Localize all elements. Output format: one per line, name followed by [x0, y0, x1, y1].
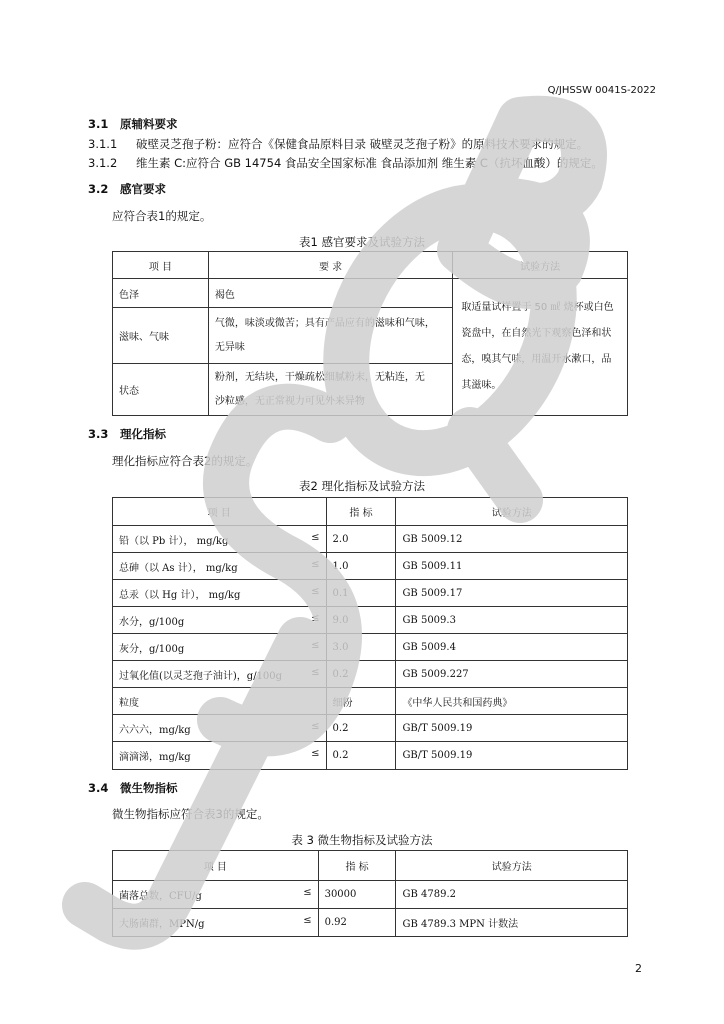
table1-method [453, 279, 628, 416]
table-row-item [113, 688, 327, 715]
le-symbol: ≤ [303, 887, 312, 898]
table-row-method: GB 5009.11 [396, 553, 628, 580]
table-row-item [113, 742, 327, 770]
section-3-4-heading [88, 780, 178, 796]
table1-header-requirement: 要 求 [208, 252, 452, 279]
section-number: 3.4 [88, 781, 109, 795]
table1-item: 色泽 [113, 279, 209, 308]
clause-number: 3.1.1 [88, 137, 118, 151]
le-symbol: ≤ [311, 585, 320, 597]
table-row-item [113, 607, 327, 634]
table1-caption: 表1 感官要求及试验方法 [299, 235, 425, 249]
section-number: 3.2 [88, 182, 109, 196]
requirement-line: 气微，味淡或微苦；具有产品应有的滋味和气味， [214, 317, 435, 329]
table-row-item [113, 909, 319, 937]
section-3-4-paragraph: 微生物指标应符合表3的规定。 [112, 807, 269, 821]
table3-header-method: 试验方法 [396, 851, 628, 881]
table-row-value: 细粉 [326, 688, 396, 715]
le-symbol: ≤ [311, 531, 320, 543]
table-row-method: GB/T 5009.19 [396, 715, 628, 742]
table2-header-item: 项 目 [113, 498, 327, 526]
clause-3-1-1 [88, 136, 588, 152]
table1-requirement [208, 364, 452, 416]
table2-caption: 表2 理化指标及试验方法 [299, 479, 425, 493]
table-row-method: GB 5009.227 [396, 661, 628, 688]
table-row-value: 2.0 [326, 526, 396, 553]
table-row-item [113, 580, 327, 607]
table-row-value: 0.92 [318, 909, 396, 937]
table-row-item [113, 553, 327, 580]
table-row-method: GB 4789.3 MPN 计数法 [396, 909, 628, 937]
clause-text: 破壁灵芝孢子粉：应符合《保健食品原料目录 破壁灵芝孢子粉》的原料技术要求的规定。 [136, 137, 589, 151]
table-row-item [113, 715, 327, 742]
item-label: 大肠菌群，MPN/g [119, 919, 205, 930]
requirement-line: 沙粒感，无正常视力可见外来异物 [214, 395, 365, 407]
method-line: 态，嗅其气味，用温开水漱口，品 [461, 354, 612, 365]
le-symbol: ≤ [311, 748, 320, 759]
table-row-item [113, 881, 319, 909]
table-row-item [113, 526, 327, 553]
table-row-method: GB 4789.2 [396, 881, 628, 909]
section-3-3-paragraph: 理化指标应符合表2的规定。 [112, 454, 258, 468]
requirement-line: 粉剂，无结块，干燥疏松细腻粉末，无粘连，无 [214, 371, 425, 383]
item-label: 水分，g/100g [119, 616, 185, 628]
item-label: 铅（以 Pb 计）， mg/kg [119, 535, 229, 547]
table-row-value: 0.1 [326, 580, 396, 607]
section-3-1-heading [88, 116, 178, 132]
table2-header-index: 指 标 [326, 498, 396, 526]
item-label: 总砷（以 As 计）， mg/kg [119, 562, 238, 574]
table-row-value: 0.2 [326, 742, 396, 770]
section-number: 3.1 [88, 117, 109, 131]
table-row-value: 0.2 [326, 661, 396, 688]
table-row-value: 1.0 [326, 553, 396, 580]
item-label: 总汞（以 Hg 计）， mg/kg [119, 589, 241, 601]
table3-header-index: 指 标 [318, 851, 396, 881]
method-line: 瓷盘中，在自然光下观察色泽和状 [461, 328, 612, 339]
section-3-2-paragraph: 应符合表1的规定。 [112, 209, 212, 223]
table-row-method: GB 5009.3 [396, 607, 628, 634]
table-row-value: 30000 [318, 881, 396, 909]
method-line: 取适量试样置于 50 ㎖ 烧杯或白色 [461, 302, 614, 313]
page-number: 2 [635, 962, 642, 975]
table2-header-method: 试验方法 [396, 498, 628, 526]
item-label: 六六六，mg/kg [119, 724, 191, 736]
table-row-method: GB 5009.4 [396, 634, 628, 661]
section-3-2-heading [88, 181, 166, 197]
clause-3-1-2 [88, 155, 603, 171]
item-label: 菌落总数，CFU/g [119, 891, 202, 902]
requirement-line: 无异味 [214, 341, 245, 353]
table1-item: 状态 [113, 364, 209, 416]
table1-header-item: 项 目 [113, 252, 209, 279]
table1-header-method: 试验方法 [453, 252, 628, 279]
item-label: 粒度 [119, 697, 139, 709]
table-row-value: 0.2 [326, 715, 396, 742]
table1-item: 滋味、气味 [113, 308, 209, 364]
clause-number: 3.1.2 [88, 156, 118, 170]
section-title: 原辅料要求 [120, 117, 178, 131]
table-row-method: GB 5009.17 [396, 580, 628, 607]
le-symbol: ≤ [311, 612, 320, 624]
table-row-method: GB 5009.12 [396, 526, 628, 553]
table-row-method: 《中华人民共和国药典》 [396, 688, 628, 715]
table1-requirement: 褐色 [208, 279, 452, 308]
le-symbol: ≤ [311, 720, 320, 732]
le-symbol: ≤ [311, 558, 320, 570]
table1-sensory [112, 251, 628, 416]
table3-microbiological [112, 850, 628, 937]
section-3-3-heading [88, 426, 166, 442]
section-title: 理化指标 [120, 427, 166, 441]
table-row-method: GB/T 5009.19 [396, 742, 628, 770]
table-row-item [113, 661, 327, 688]
table-row-value: 3.0 [326, 634, 396, 661]
table-row-item [113, 634, 327, 661]
table1-requirement [208, 308, 452, 364]
item-label: 过氧化值(以灵芝孢子油计)，g/100g [119, 670, 283, 682]
table3-header-item: 项 目 [113, 851, 319, 881]
item-label: 灰分，g/100g [119, 643, 185, 655]
le-symbol: ≤ [311, 666, 320, 678]
table2-physicochemical [112, 497, 628, 770]
le-symbol: ≤ [311, 639, 320, 651]
section-title: 感官要求 [120, 182, 166, 196]
table3-caption: 表 3 微生物指标及试验方法 [291, 833, 433, 847]
clause-text: 维生素 C:应符合 GB 14754 食品安全国家标准 食品添加剂 维生素 C（抗坏血酸）的规定。 [136, 156, 603, 170]
method-line: 其滋味。 [461, 380, 502, 391]
table-row-value: 9.0 [326, 607, 396, 634]
standard-code: Q/JHSSW 0041S-2022 [547, 85, 656, 96]
item-label: 滴滴涕，mg/kg [119, 752, 191, 763]
section-title: 微生物指标 [120, 781, 178, 795]
le-symbol: ≤ [303, 915, 312, 926]
section-number: 3.3 [88, 427, 109, 441]
